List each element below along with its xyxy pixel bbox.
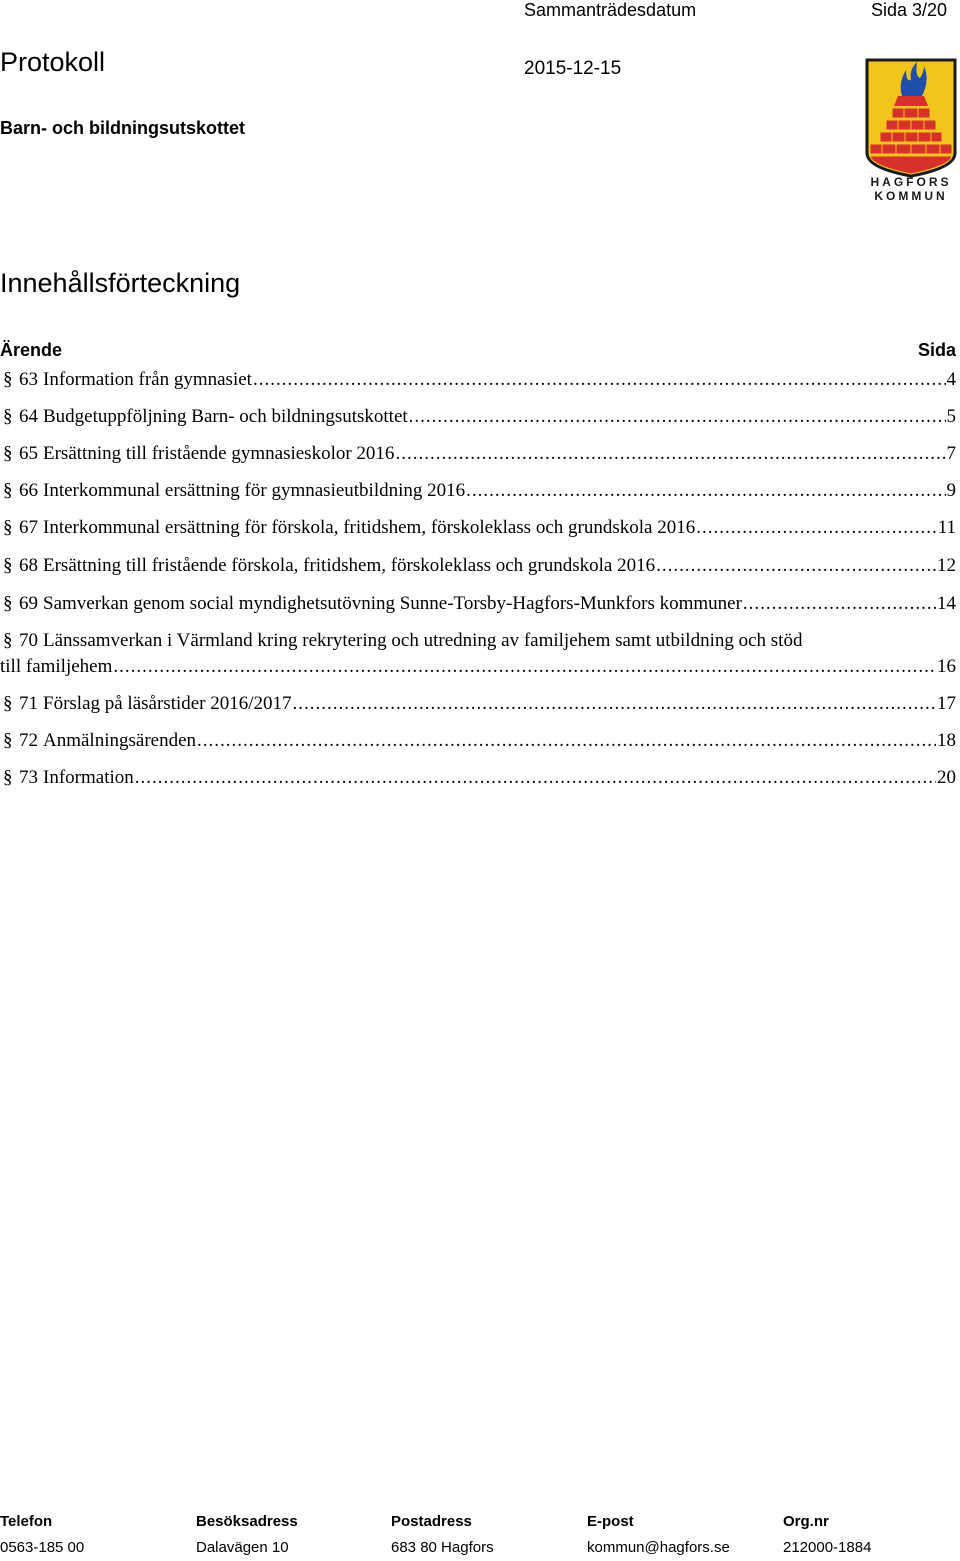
toc-entry-text[interactable]: Anmälningsärenden [43,730,197,751]
section-icon: § [3,767,13,788]
page-number: Sida 3/20 [871,0,948,20]
toc-entry[interactable] [0,693,956,715]
toc-entry-number: 69 [19,593,38,614]
toc-entry-page[interactable]: 16 [937,656,956,677]
footer-org-number: 212000-1884 [783,1539,872,1556]
toc-column-item: Ärende [0,340,63,360]
document-title: Protokoll [0,47,106,77]
logo-shield-icon [862,58,960,208]
footer-label-phone: Telefon [0,1513,53,1530]
toc-entry-line1[interactable] [0,630,956,652]
toc-entry-page[interactable]: 11 [937,517,956,538]
toc-entry[interactable] [0,555,956,577]
toc-entry-number: 67 [19,517,38,538]
section-icon: § [3,443,13,464]
toc-entry-number: 66 [19,480,38,501]
toc-entry-text[interactable]: Budgetuppföljning Barn- och bildningsutskottet [43,406,408,427]
footer-postal-address: 683 80 Hagfors [391,1539,494,1556]
section-icon: § [3,555,13,576]
toc-entry-text[interactable]: Länssamverkan i Värmland kring rekrytering och utredning av familjehem samt utbildning och stöd [43,630,803,651]
toc-entry-text[interactable]: Interkommunal ersättning för förskola, fritidshem, förskoleklass och grundskola 2016 [43,517,696,538]
toc-entry[interactable] [0,593,956,615]
toc-entry[interactable] [0,767,956,789]
toc-entry-number: 71 [19,693,38,714]
section-icon: § [3,480,13,501]
section-icon: § [3,406,13,427]
toc-entry[interactable] [0,369,956,391]
section-icon: § [3,517,13,538]
toc-entry-number: 63 [19,369,38,390]
toc-entry[interactable] [0,730,956,752]
toc-entry-page[interactable]: 20 [937,767,956,788]
toc-entry-text[interactable]: Ersättning till fristående gymnasieskolor 2016 [43,443,395,464]
committee-name: Barn- och bildningsutskottet [0,118,245,138]
logo-text-kommun: KOMMUN [874,189,948,203]
section-icon: § [3,593,13,614]
toc-entry-number: 73 [19,767,38,788]
logo-text-hagfors: HAGFORS [870,175,952,189]
section-icon: § [3,693,13,714]
toc-heading: Innehållsförteckning [0,268,241,298]
toc-entry-number: 65 [19,443,38,464]
toc-entry-page[interactable]: 4 [946,369,956,390]
toc-entry-page[interactable]: 14 [937,593,956,614]
toc-entry-page[interactable]: 7 [946,443,956,464]
section-icon: § [3,730,13,751]
toc-entry-number: 72 [19,730,38,751]
toc-entry-text[interactable]: Ersättning till fristående förskola, fritidshem, förskoleklass och grundskola 2016 [43,555,656,576]
toc-entry-line2[interactable] [0,656,956,678]
toc-entry-page[interactable]: 5 [946,406,956,427]
toc-entry[interactable] [0,480,956,502]
footer-label-visit-address: Besöksadress [196,1513,298,1530]
section-icon: § [3,369,13,390]
footer-label-org-number: Org.nr [783,1513,829,1530]
toc-entry-text-continued[interactable]: till familjehem [0,656,113,677]
toc-column-page: Sida [917,340,956,360]
toc-entry-page[interactable]: 17 [937,693,956,714]
footer-phone: 0563-185 00 [0,1539,85,1556]
footer-visit-address: Dalavägen 10 [196,1539,289,1556]
toc-entry-text[interactable]: Förslag på läsårstider 2016/2017 [43,693,292,714]
meeting-date-label: Sammanträdesdatum [524,0,697,20]
toc-entry-number: 70 [19,630,38,651]
hagfors-kommun-logo [862,58,960,208]
toc-entry-text[interactable]: Interkommunal ersättning för gymnasieutbildning 2016 [43,480,466,501]
section-icon: § [3,630,13,651]
toc-entry[interactable] [0,517,956,539]
toc-entry-page[interactable]: 9 [946,480,956,501]
toc-entry-page[interactable]: 18 [937,730,956,751]
toc-entry-number: 68 [19,555,38,576]
toc-entry[interactable] [0,406,956,428]
meeting-date: 2015-12-15 [524,58,622,79]
toc-entry-text[interactable]: Samverkan genom social myndighetsutövning Sunne-Torsby-Hagfors-Munkfors kommuner [43,593,742,614]
toc-entry-text[interactable]: Information från gymnasiet [43,369,252,390]
toc-entry-page[interactable]: 12 [937,555,956,576]
toc-entry[interactable] [0,443,956,465]
footer-email[interactable]: kommun@hagfors.se [587,1539,730,1556]
footer-label-postal-address: Postadress [391,1513,472,1530]
footer-label-email: E-post [587,1513,634,1530]
toc-entry-text[interactable]: Information [43,767,134,788]
toc-entry-number: 64 [19,406,38,427]
